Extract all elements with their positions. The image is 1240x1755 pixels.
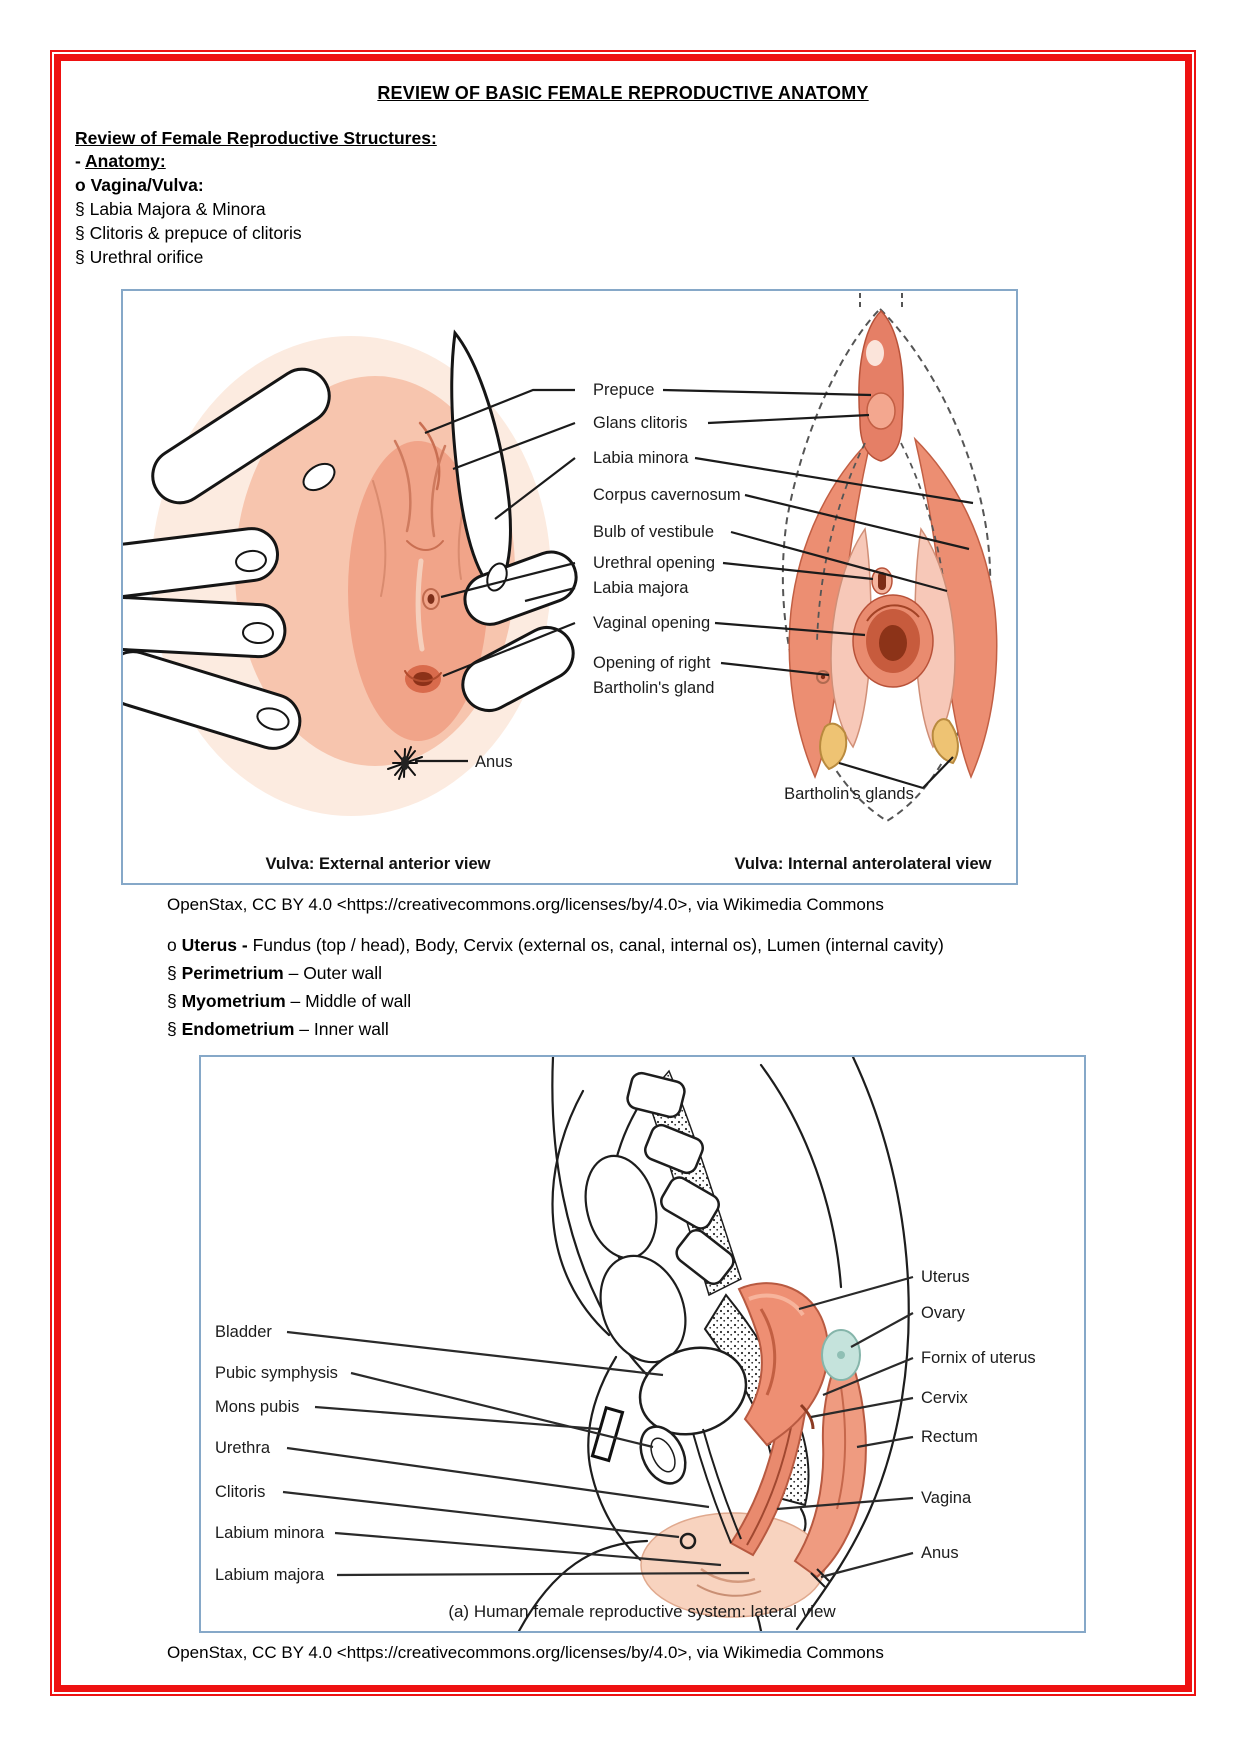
fig1-label-vaginal-opening: Vaginal opening	[593, 614, 711, 632]
myometrium-line: § Myometrium – Middle of wall	[167, 991, 412, 1011]
fig2-label-mons-pubis: Mons pubis	[215, 1398, 300, 1416]
fig1-label-glans-clitoris: Glans clitoris	[593, 414, 688, 432]
vulva-external-view-illustration	[123, 333, 583, 816]
fig1-label-anus: Anus	[475, 753, 513, 771]
fig1-caption-left: Vulva: External anterior view	[265, 855, 491, 873]
page-border-frame	[50, 50, 1196, 1696]
fig1-label-urethral-opening: Urethral opening	[593, 554, 715, 572]
fig2-caption: (a) Human female reproductive system: lateral view	[448, 1602, 836, 1621]
fig2-label-labium-minora: Labium minora	[215, 1524, 325, 1542]
page-title: REVIEW OF BASIC FEMALE REPRODUCTIVE ANATOMY	[377, 83, 869, 103]
bartholin-gland-left	[820, 724, 846, 769]
perimetrium-line: § Perimetrium – Outer wall	[167, 963, 382, 983]
glans-clitoris-mark	[867, 393, 895, 429]
clitoris-shaft	[859, 311, 903, 461]
fig2-label-vagina: Vagina	[921, 1489, 972, 1507]
fig2-attribution: OpenStax, CC BY 4.0 <https://creativecommons.org/licenses/by/4.0>, via Wikimedia Commons	[167, 1643, 884, 1662]
vulva-internal-view-illustration	[783, 293, 997, 821]
fig2-label-bladder: Bladder	[215, 1323, 272, 1341]
bullet-urethral: § Urethral orifice	[75, 247, 204, 267]
fig2-label-pubic-symphysis: Pubic symphysis	[215, 1364, 338, 1382]
fig2-label-urethra: Urethra	[215, 1439, 271, 1457]
vagina-vulva-line: o Vagina/Vulva:	[75, 175, 204, 195]
figure-lateral-view	[199, 1055, 1086, 1633]
fig1-label-corpus-cavernosum: Corpus cavernosum	[593, 486, 741, 504]
fig2-label-clitoris: Clitoris	[215, 1483, 266, 1501]
section1-heading: Review of Female Reproductive Structures:	[75, 128, 437, 148]
fig2-right-labels	[921, 1268, 1036, 1562]
fig1-label-opening-right-line1: Opening of right	[593, 654, 711, 672]
fig1-label-bulb-of-vestibule: Bulb of vestibule	[593, 523, 715, 541]
figure-vulva-svg	[123, 291, 1016, 883]
endometrium-line: § Endometrium – Inner wall	[167, 1019, 389, 1039]
fig2-label-rectum: Rectum	[921, 1428, 978, 1446]
fig1-label-bartholins-glands: Bartholin's glands	[784, 785, 914, 803]
bartholin-gland-right	[933, 719, 958, 763]
fig2-label-cervix: Cervix	[921, 1389, 968, 1407]
bullet-labia: § Labia Majora & Minora	[75, 199, 266, 219]
bullet-clitoris: § Clitoris & prepuce of clitoris	[75, 223, 302, 243]
fig2-label-fornix: Fornix of uterus	[921, 1349, 1036, 1367]
uterus-line: o Uterus - Fundus (top / head), Body, Cervix (external os, canal, internal os), Lumen (internal cavity)	[167, 935, 944, 955]
fig1-label-labia-majora: Labia majora	[593, 579, 689, 597]
fig1-caption-right: Vulva: Internal anterolateral view	[734, 855, 992, 873]
fig2-label-ovary: Ovary	[921, 1304, 966, 1322]
fig2-label-anus: Anus	[921, 1544, 959, 1562]
figure-vulva-views	[121, 289, 1018, 885]
fig2-label-labium-majora: Labium majora	[215, 1566, 325, 1584]
anatomy-line: - Anatomy:	[75, 151, 166, 171]
fig1-label-opening-right-line2: Bartholin's gland	[593, 679, 715, 697]
uterus-section	[167, 931, 1171, 1043]
page-content	[54, 54, 1192, 1692]
fig2-label-uterus: Uterus	[921, 1268, 970, 1286]
fig1-label-prepuce: Prepuce	[593, 381, 655, 399]
fig1-attribution: OpenStax, CC BY 4.0 <https://creativecommons.org/licenses/by/4.0>, via Wikimedia Commons	[167, 895, 884, 914]
fig1-label-labia-minora: Labia minora	[593, 449, 689, 467]
figure-lateral-svg	[201, 1057, 1084, 1631]
